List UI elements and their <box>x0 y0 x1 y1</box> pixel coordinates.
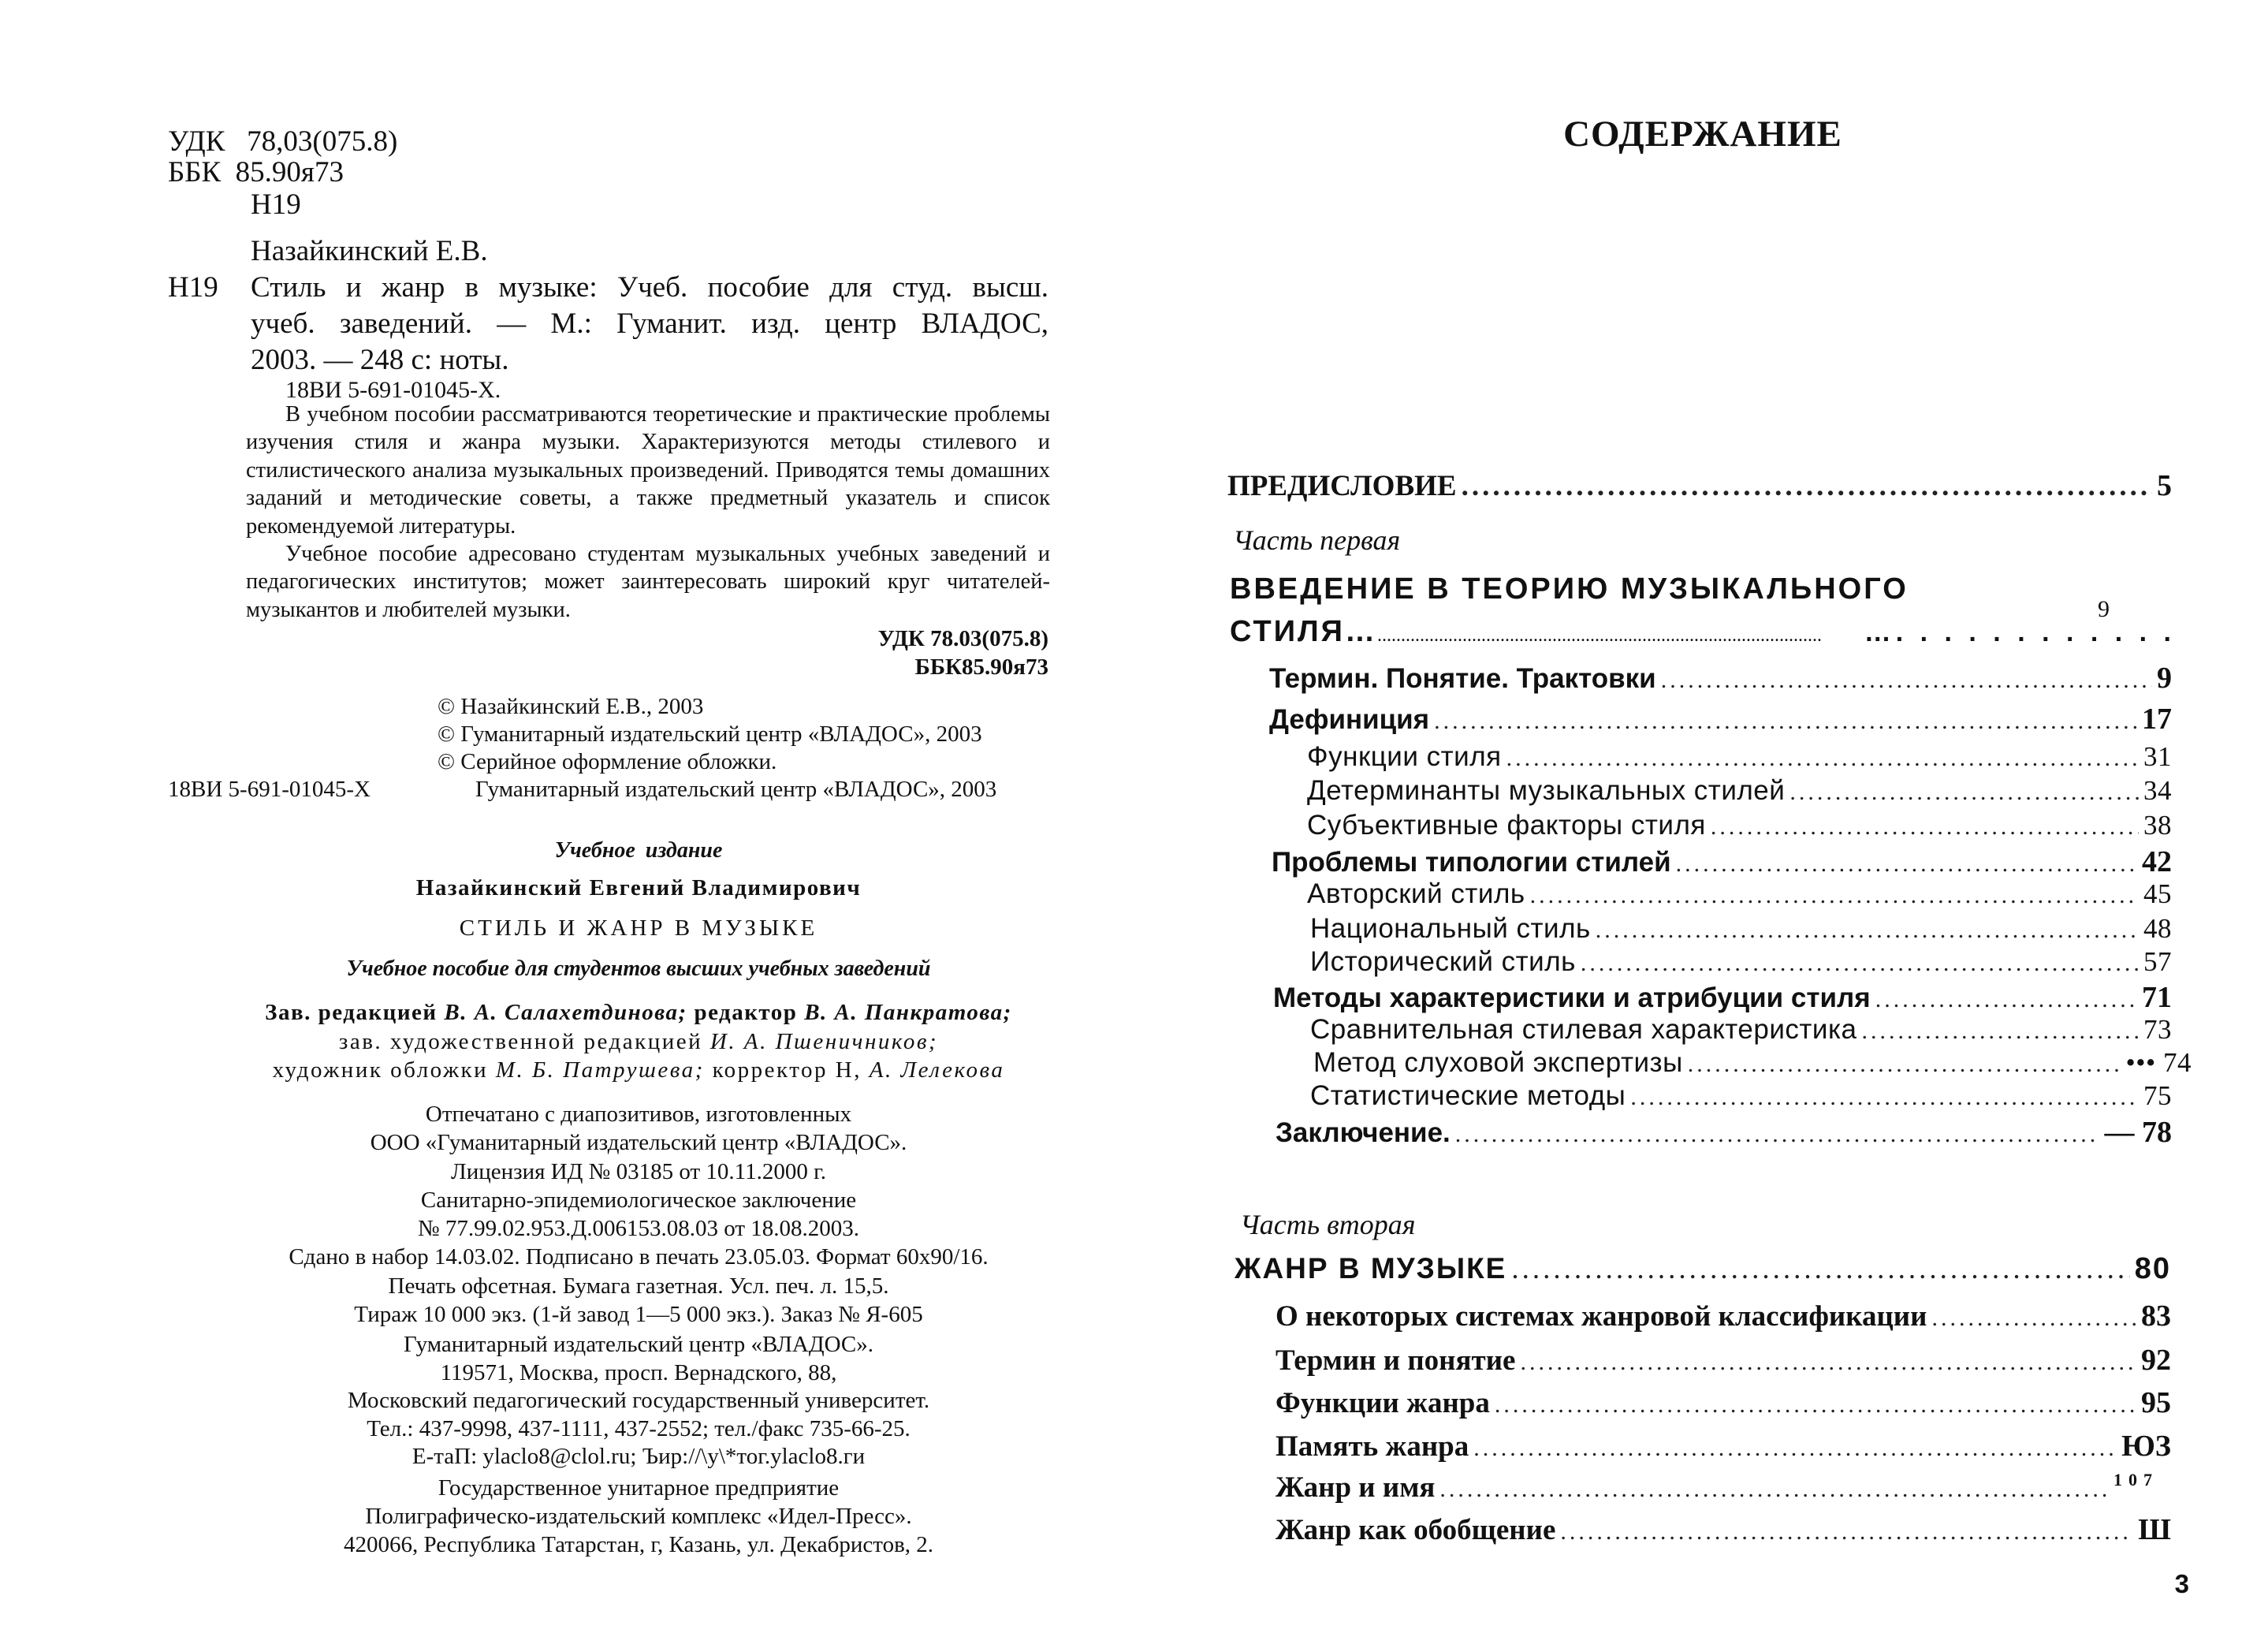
toc-item[interactable] <box>1276 1385 2171 1420</box>
toc-leader <box>1439 1476 2109 1503</box>
annotation-para-2: Учебное пособие адресовано студентам музыкальных учебных заведений и педагогических институтов; может заинтересовать широкий круг читателей-музыкантов и любителей музыки. <box>246 542 1051 622</box>
book-subtitle: Учебное пособие для студентов высших учебных заведений <box>346 956 931 981</box>
part-one-page: 9 <box>2098 596 2110 622</box>
toc-item[interactable] <box>1276 1429 2171 1463</box>
staff-line-2: зав. художественной редакцией И. А. Пшеничников; <box>338 1029 939 1054</box>
bib-line-1: Стиль и жанр в музыке: Учеб. пособие для студ. высш. <box>251 271 1048 304</box>
toc-item[interactable] <box>1307 775 2172 807</box>
udk-right: УДК 78.03(075.8) <box>877 626 1048 651</box>
part-two-label: Часть вторая <box>1240 1209 1416 1240</box>
toc-item-label: Заключение. <box>1276 1117 1451 1148</box>
part-one-heading-line-2[interactable]: СТИЛЯ… .............................................................................................. …. . . . . . . . . . . . <box>1230 615 2176 648</box>
bbk-line: ББК 85.90я73 <box>168 156 344 188</box>
bib-line-2: учеб. заведений. — М.: Гуманит. изд. центр ВЛАДОС, <box>251 308 1048 340</box>
staff-line-3: художник обложки М. Б. Патрушева; корректор Н, А. Лелекова <box>272 1057 1005 1083</box>
toc-item-label: Метод слуховой экспертизы <box>1313 1047 1683 1078</box>
toc-leader <box>1711 814 2139 841</box>
toc-leader <box>1581 950 2139 977</box>
toc-item[interactable] <box>1310 946 2172 978</box>
part-one-label: Часть первая <box>1233 524 1401 556</box>
full-author: Назайкинский Евгений Владимирович <box>415 875 862 900</box>
toc-leader <box>1931 1305 2136 1332</box>
toc-item-label: Национальный стиль <box>1310 913 1591 944</box>
toc-leader <box>1661 667 2152 694</box>
toc-item-page: 71 <box>2142 981 2172 1014</box>
toc-item-page: 83 <box>2141 1299 2171 1333</box>
toc-leader <box>1506 745 2139 772</box>
toc-item[interactable] <box>1269 661 2172 695</box>
toc-item[interactable] <box>1276 1512 2171 1547</box>
toc-item[interactable] <box>1313 1047 2192 1079</box>
toc-item[interactable] <box>1307 810 2172 841</box>
printer-info: Государственное унитарное предприятие Полиграфическо-издательский комплекс «Идел-Пресс». 420066, Республика Татарстан, г, Казань, ул. Декабристов, 2. <box>343 1475 934 1557</box>
toc-title: СОДЕРЖАНИЕ <box>1563 114 1842 155</box>
toc-item-label: О некоторых системах жанровой классификации <box>1276 1300 1927 1333</box>
toc-item-page: Ш <box>2138 1513 2171 1546</box>
toc-leader <box>1434 708 2137 735</box>
toc-item-label: Авторский стиль <box>1307 878 1525 909</box>
toc-leader <box>1530 882 2139 909</box>
toc-item[interactable] <box>1310 1080 2172 1112</box>
udk-line: УДК 78,03(075.8) <box>168 125 398 158</box>
toc-item-page: 107 <box>2113 1470 2158 1490</box>
toc-item-label: Исторический стиль <box>1310 946 1576 977</box>
right-page <box>1135 0 2268 1648</box>
annotation <box>246 401 1050 624</box>
toc-leader <box>1511 1252 2129 1286</box>
author-code-side: Н19 <box>168 271 218 304</box>
toc-item-label: Проблемы типологии стилей <box>1272 847 1671 878</box>
toc-item-page: 9 <box>2157 662 2172 695</box>
isbn-bottom: 18ВИ 5-691-01045-Х <box>168 777 371 802</box>
toc-item-label: Статистические методы <box>1310 1080 1626 1111</box>
toc-item-page: 92 <box>2141 1344 2171 1377</box>
toc-item[interactable] <box>1307 878 2172 910</box>
toc-leader <box>1676 851 2137 878</box>
imprint: Отпечатано с диапозитивов, изготовленных ООО «Гуманитарный издательский центр «ВЛАДОС». Лицензия ИД № 03185 от 10.11.2000 г. Санитарно-эпидемиологическое заключение № 77.99.02.953.Д.006153.08.03 от 18.08.2003. Сдано в набор 14.03.02. Подписано в печать 23.05.03. Формат 60x90/16. Печать офсетная. Бумага газетная. Усл. печ. л. 15,5. Тираж 10 000 экз. (1-й завод 1—5 000 экз.). Заказ № Я-605 <box>289 1102 989 1328</box>
toc-item-page: 17 <box>2142 703 2172 736</box>
copyright-1: © Назайкинский Е.В., 2003 <box>438 694 704 719</box>
toc-item-page: 38 <box>2143 810 2172 841</box>
toc-item[interactable] <box>1310 913 2172 945</box>
toc-item[interactable] <box>1276 1343 2171 1378</box>
toc-leader <box>1560 1519 2133 1545</box>
toc-item-label: Методы характеристики и атрибуции стиля <box>1273 982 1871 1013</box>
toc-leader <box>1520 1349 2136 1376</box>
toc-preface[interactable]: ПРЕДИСЛОВИЕ ..... 5 <box>1227 468 2172 503</box>
toc-item-label: Термин. Понятие. Трактовки <box>1269 663 1656 694</box>
toc-item-label: Сравнительная стилевая характеристика <box>1310 1014 1857 1045</box>
toc-leader <box>1462 469 2152 503</box>
toc-item-label: Функции стиля <box>1307 741 1502 772</box>
part-one-heading-line-1[interactable]: ВВЕДЕНИЕ В ТЕОРИЮ МУЗЫКАЛЬНОГО <box>1230 572 1909 606</box>
copyright-4: Гуманитарный издательский центр «ВЛАДОС», 2003 <box>475 777 997 802</box>
copyright-3: © Серийное оформление обложки. <box>438 749 777 774</box>
toc-item-label: Функции жанра <box>1276 1387 1490 1419</box>
toc-leader <box>1688 1051 2121 1078</box>
toc-item-label: Дефиниция <box>1269 704 1430 735</box>
toc-item[interactable] <box>1310 1014 2172 1046</box>
toc-leader <box>1862 1018 2139 1045</box>
edition-type: Учебное издание <box>554 838 723 863</box>
author-short: Назайкинский Е.В. <box>251 235 488 267</box>
toc-item-page: 45 <box>2143 878 2172 909</box>
toc-leader <box>1596 917 2139 944</box>
author-code-top: Н19 <box>251 188 301 221</box>
staff-line-1: Зав. редакцией В. А. Салахетдинова; редактор В. А. Панкратова; <box>265 1000 1012 1025</box>
book-title: СТИЛЬ И ЖАНР В МУЗЫКЕ <box>459 915 818 941</box>
toc-item-page: 48 <box>2143 913 2172 944</box>
toc-item-page: 75 <box>2143 1080 2172 1111</box>
toc-item-page: 73 <box>2143 1014 2172 1045</box>
toc-item-label: Термин и понятие <box>1276 1344 1516 1377</box>
toc-leader <box>1495 1392 2136 1419</box>
toc-item[interactable] <box>1276 1471 2158 1504</box>
toc-item-label: Жанр как обобщение <box>1276 1514 1556 1546</box>
toc-item[interactable] <box>1269 702 2172 736</box>
toc-leader <box>1473 1435 2117 1462</box>
toc-item[interactable] <box>1276 1115 2172 1150</box>
toc-leader <box>1630 1084 2139 1111</box>
toc-item-label: Детерминанты музыкальных стилей <box>1307 775 1786 806</box>
toc-item-page: 42 <box>2142 845 2172 878</box>
bib-line-3: 2003. — 248 с: ноты. <box>251 344 509 376</box>
toc-item-page: 34 <box>2143 775 2172 806</box>
toc-part-two-heading[interactable]: ЖАНР В МУЗЫКЕ ..... 80 <box>1235 1252 2171 1286</box>
toc-item-page: ••• 74 <box>2125 1047 2192 1078</box>
toc-item[interactable] <box>1272 845 2172 879</box>
toc-item-page: 57 <box>2143 946 2172 977</box>
toc-leader: .............................................................................................. <box>1377 625 1822 646</box>
toc-item-page: — 78 <box>2104 1116 2172 1149</box>
toc-item[interactable] <box>1273 980 2172 1015</box>
page-number: 3 <box>2174 1569 2189 1598</box>
toc-item-label: Жанр и имя <box>1276 1471 1436 1504</box>
toc-leader <box>1875 986 2137 1013</box>
publisher-info: Гуманитарный издательский центр «ВЛАДОС». 119571, Москва, просп. Вернадского, 88, Московский педагогический государственный университет. Тел.: 437-9998, 437-1111, 437-2552; тел./факс 735-66-25. Е-таП: ylaclo8@clol.ru; Ъир://\у\*тог.ylaclo8.ги <box>347 1332 930 1469</box>
isbn: 18ВИ 5-691-01045-Х. <box>285 377 501 403</box>
toc-leader <box>1789 779 2139 806</box>
toc-item-page: 31 <box>2143 741 2172 772</box>
annotation-para-1: В учебном пособии рассматриваются теоретические и практические проблемы изучения стиля и жанра музыки. Характеризуются методы стилевого и стилистического анализа музыкальных произведений. Приводятся темы домашних заданий и методические советы, а также предметный указатель и список рекомендуемой литературы. <box>246 402 1051 539</box>
toc-item-label: Субъективные факторы стиля <box>1307 810 1706 841</box>
toc-leader <box>1455 1121 2100 1148</box>
toc-item[interactable] <box>1307 741 2172 773</box>
toc-item-label: Память жанра <box>1276 1430 1469 1463</box>
copyright-2: © Гуманитарный издательский центр «ВЛАДОС», 2003 <box>438 721 982 747</box>
toc-item-page: ЮЗ <box>2121 1430 2171 1463</box>
toc-item[interactable] <box>1276 1299 2171 1333</box>
toc-item-page: 95 <box>2141 1386 2171 1419</box>
bbk-right: ББК85.90я73 <box>914 654 1048 680</box>
